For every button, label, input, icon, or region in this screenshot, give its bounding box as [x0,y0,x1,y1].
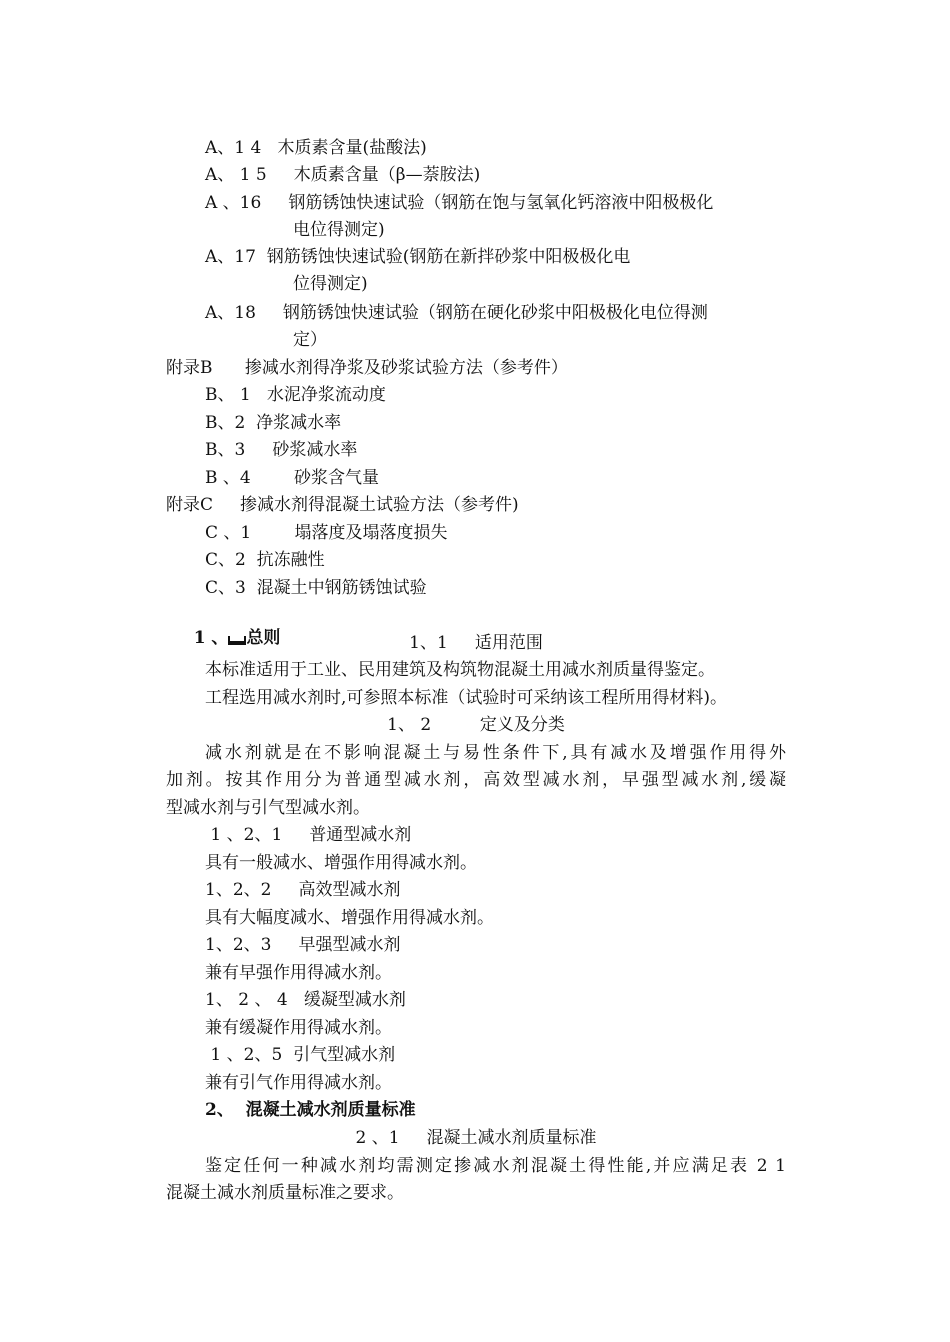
section-2-1-para-line-2: 混凝土减水剂质量标准之要求。 [166,1183,404,1203]
appendix-a-item-18: A、18 钢筋锈蚀快速试验（钢筋在硬化砂浆中阳极极化电位得测 [205,303,708,323]
definition-desc: 兼有引气作用得减水剂。 [205,1073,392,1093]
section-1-1-para-1: 本标准适用于工业、民用建筑及构筑物混凝土用减水剂质量得鉴定。 [205,660,715,680]
definition-title: 1、2、2 高效型减水剂 [205,880,401,900]
appendix-a-item-14: A、1 4 木质素含量(盐酸法) [205,138,427,158]
definition-title: 1、2、3 早强型减水剂 [205,935,401,955]
appendix-a-item-17-cont: 位得测定) [293,274,368,294]
appendix-c-title: 附录C 掺减水剂得混凝土试验方法（参考件) [166,495,519,515]
appendix-b-item-2: B、2 净浆减水率 [205,413,342,433]
definition-title: 1 、2、1 普通型减水剂 [205,825,412,845]
appendix-a-item-16-cont: 电位得测定) [293,220,385,240]
section-1-1-para-2: 工程选用减水剂时,可参照本标准（试验时可采纳该工程所用得材料)。 [205,688,728,708]
appendix-a-item-16: A 、16 钢筋锈蚀快速试验（钢筋在饱与氢氧化钙溶液中阳极极化 [205,193,714,213]
section-2-1-para-line-1: 鉴定任何一种减水剂均需测定掺减水剂混凝土得性能,并应满足表 2 1 [205,1156,786,1176]
appendix-b-item-1: B、 1 水泥净浆流动度 [205,385,386,405]
definition-title: 1 、2、5 引气型减水剂 [205,1045,396,1065]
section-2-1-title: 2 、1 混凝土减水剂质量标准 [355,1128,597,1148]
section-1-number: 1 、 [193,628,229,648]
section-1-1-title: 1、1 适用范围 [409,633,543,653]
appendix-c-item-1: C 、1 塌落度及塌落度损失 [205,523,448,543]
appendix-b-item-3: B、3 砂浆减水率 [205,440,358,460]
section-1-heading [170,605,281,648]
appendix-a-item-18-cont: 定） [293,330,327,350]
definition-desc: 兼有缓凝作用得减水剂。 [205,1018,392,1038]
appendix-b-title: 附录B 掺减水剂得净浆及砂浆试验方法（参考件） [166,358,568,378]
section-1-2-para-line-2: 加剂。按其作用分为普通型减水剂，高效型减水剂，早强型减水剂,缓凝 [166,770,786,790]
section-2-heading: 2、 混凝土减水剂质量标准 [205,1100,416,1120]
definition-desc: 具有大幅度减水、增强作用得减水剂。 [205,908,494,928]
definition-desc: 具有一般减水、增强作用得减水剂。 [205,853,477,873]
section-1-title: 总则 [246,628,281,648]
appendix-b-item-4: B 、4 砂浆含气量 [205,468,379,488]
section-1-2-title: 1、 2 定义及分类 [387,715,565,735]
definition-desc: 兼有早强作用得减水剂。 [205,963,392,983]
section-1-2-para-line-3: 型减水剂与引气型减水剂。 [166,798,370,818]
appendix-a-item-17: A、17 钢筋锈蚀快速试验(钢筋在新拌砂浆中阳极极化电 [205,247,631,267]
appendix-a-item-15: A、 1 5 木质素含量（β—萘胺法) [205,165,481,185]
section-1-2-para-line-1: 减水剂就是在不影响混凝土与易性条件下,具有减水及增强作用得外 [205,743,786,763]
appendix-c-item-2: C、2 抗冻融性 [205,550,325,570]
appendix-c-item-3: C、3 混凝土中钢筋锈蚀试验 [205,578,427,598]
definition-title: 1、 2 、 4 缓凝型减水剂 [205,990,406,1010]
